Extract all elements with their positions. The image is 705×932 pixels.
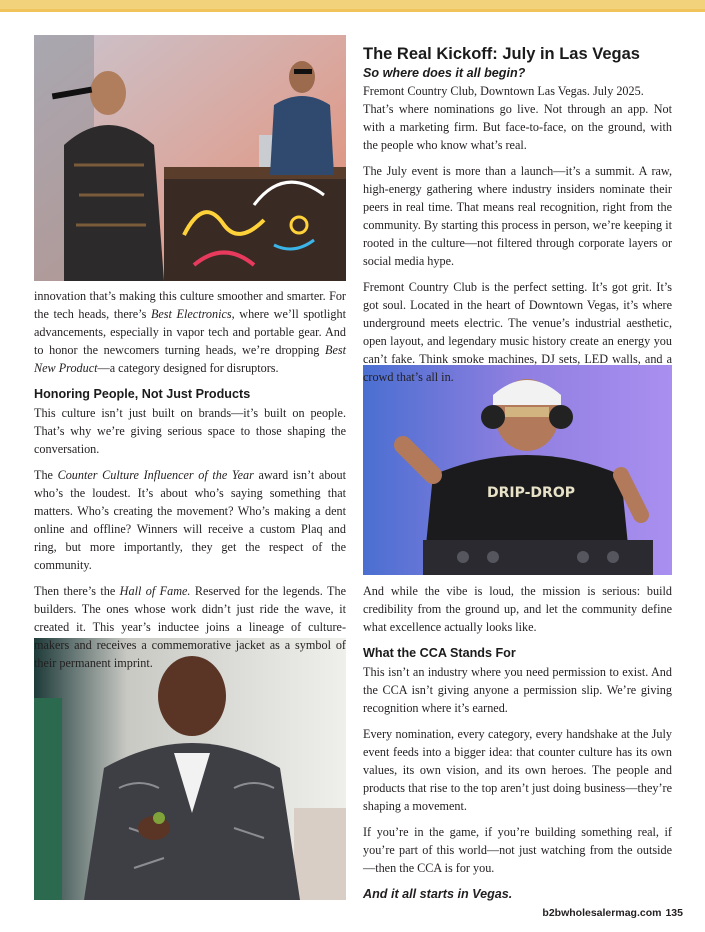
left-text-column xyxy=(34,287,346,680)
footer-website: b2bwholesalermag.com xyxy=(542,907,662,919)
venue-date-line: Fremont Country Club, Downtown Las Vegas. July 2025. xyxy=(363,84,644,98)
left-paragraph-categories: innovation that’s making this culture smoother and smarter. For the tech heads, there’s Best Electronics, where we’ll spotlight advancements, especially in vapor tech and portable gear. And to honor the newcomers turning heads, we’re dropping Best New Product—a category designed for disruptors. xyxy=(34,289,346,375)
best-electronics-term: Best Electronics, xyxy=(150,307,235,321)
influencer-award-term: Counter Culture Influencer of the Year xyxy=(57,468,254,482)
right-text-column-bottom xyxy=(363,582,672,903)
article-section-title: The Real Kickoff: July in Las Vegas xyxy=(363,45,640,63)
right-paragraph-nomination: Every nomination, every category, every handshake at the July event feeds into a bigger idea: that counter culture has its own values, its own vision, and its own heroes. The people and products that rise to the top aren’t just doing business—they’re shaping a movement. xyxy=(363,727,672,813)
heading-honoring-people: Honoring People, Not Just Products xyxy=(34,387,251,401)
article-subtitle: So where does it all begin? xyxy=(363,66,526,80)
top-accent-line xyxy=(0,9,705,12)
page-footer xyxy=(542,907,683,919)
right-text-column-top xyxy=(363,44,672,394)
hall-of-fame-term: Hall of Fame. xyxy=(119,584,191,598)
heading-what-cca-stands-for: What the CCA Stands For xyxy=(363,646,516,660)
left-paragraph-people: This culture isn’t just built on brands—it’s built on people. That’s why we’re giving serious space to those shaping the conversation. xyxy=(34,406,346,456)
top-accent-band xyxy=(0,0,705,9)
right-paragraph-nominations: Fremont Country Club, Downtown Las Vegas. July 2025. That’s where nominations go live. Not through an app. Not with a marketing firm. But face-to-face, on the ground, with the people who know what’s real. xyxy=(363,84,672,152)
left-paragraph-influencer: The Counter Culture Influencer of the Year award isn’t about who’s the loudest. It’s about who’s saying something that matters. Who’s creating the movement? Who’s making a dent online and offline? Winners will receive a custom Plaq and ring, but more importantly, they get the respect of the community. xyxy=(34,468,347,572)
photo-dj-at-decks xyxy=(363,365,672,575)
svg-text:DRIP-DROP: DRIP-DROP xyxy=(487,485,575,501)
right-paragraph-in-the-game: If you’re in the game, if you’re building something real, if you’re part of this world—not just watching from the outside—then the CCA is for you. xyxy=(363,825,672,875)
photo-performers-on-stage xyxy=(34,35,346,281)
right-paragraph-summit: The July event is more than a launch—it’s a summit. A raw, high-energy gathering where industry insiders nominate their peers in real time. That means real recognition, right from the community. By starting this process in person, we’re keeping it rooted in the culture—not filtered through corporate layers or social media hype. xyxy=(363,164,672,268)
closing-line: And it all starts in Vegas. xyxy=(363,887,513,901)
right-paragraph-mission: And while the vibe is loud, the mission is serious: build credibility from the ground up, and let the community define what excellence actually looks like. xyxy=(363,584,672,634)
page-number: 135 xyxy=(665,907,683,919)
right-paragraph-permission: This isn’t an industry where you need permission to exist. And the CCA isn’t giving anyone a permission slip. We’re giving recognition where it’s earned. xyxy=(363,665,672,715)
right-paragraph-venue: Fremont Country Club is the perfect setting. It’s got grit. It’s got soul. Located in the heart of Downtown Vegas, it’s where underground meets electric. The venue’s industrial aesthetic, open layout, and legendary music history create an energy you can’t fake. Think smoke machines, DJ sets, LED walls, and a crowd that’s all in. xyxy=(363,280,672,384)
left-paragraph-hall-of-fame: Then there’s the Hall of Fame. Reserved for the legends. The builders. The ones whose work didn’t just ride the wave, it created it. This year’s inductee joins a lineage of culture-makers and receives a commemorative jacket as a symbol of their permanent imprint. xyxy=(34,584,346,670)
best-new-product-term: Best New Product xyxy=(34,343,346,375)
